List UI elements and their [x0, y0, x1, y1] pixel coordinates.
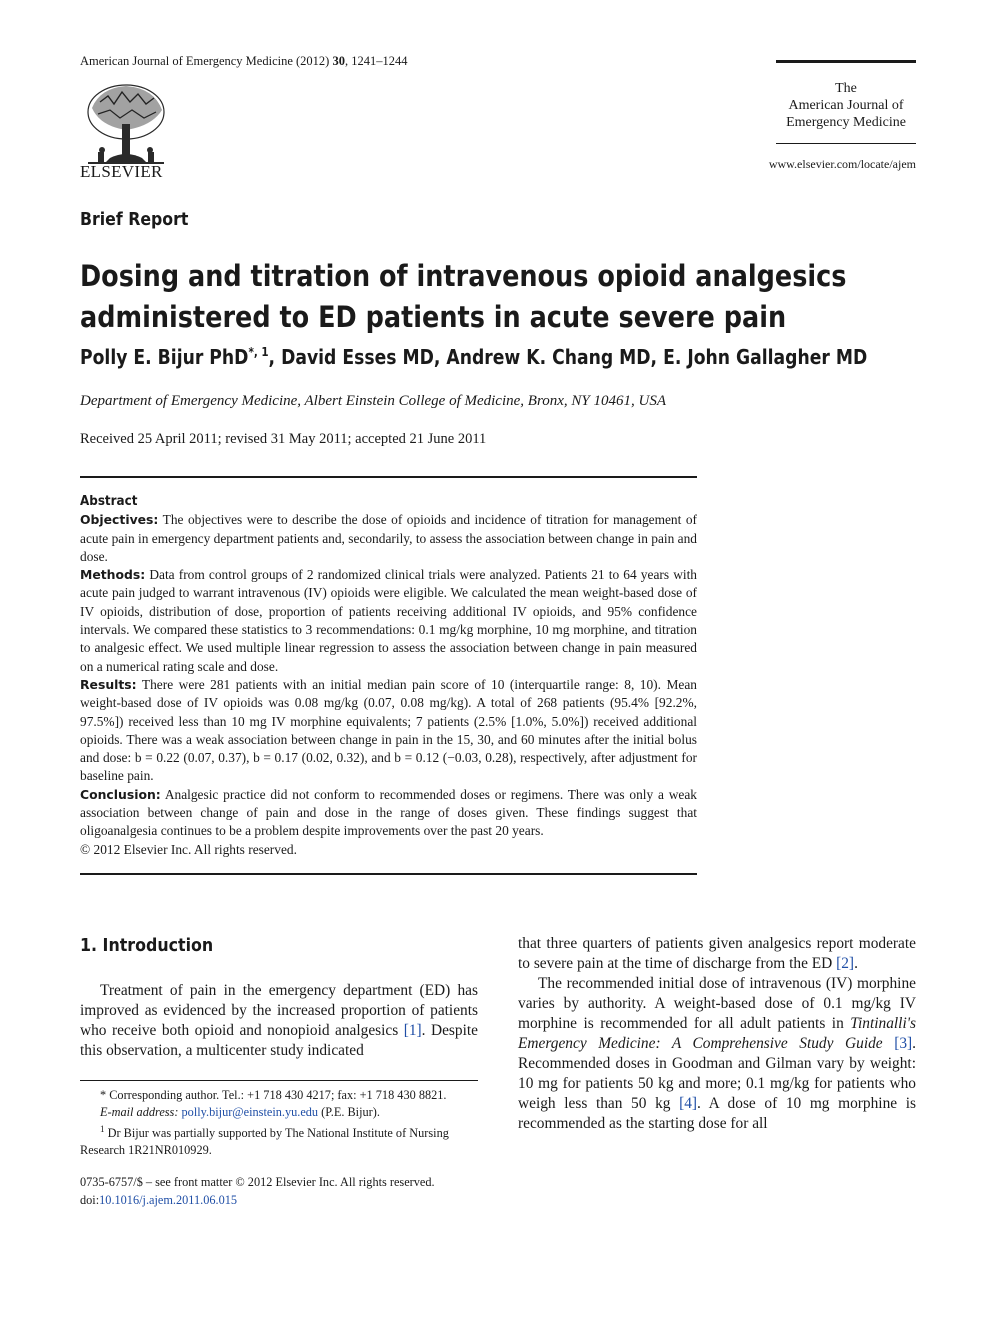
ref-2-link[interactable]: [2]	[836, 955, 855, 972]
ref-3-link[interactable]: [3]	[894, 1035, 913, 1052]
intro-r-p2-text-d: . A dose of 10 mg morphine is recommended as the starting dose for all	[518, 1095, 916, 1132]
author-1: Polly E. Bijur PhD	[80, 345, 249, 369]
article-title	[80, 256, 872, 338]
abstract-objectives	[80, 511, 697, 566]
footnotes	[80, 1087, 478, 1159]
email-note	[80, 1104, 478, 1121]
abstract-heading: Abstract	[80, 494, 138, 509]
abstract	[80, 492, 697, 859]
book-title: Tintinalli's Emergency Medicine: A Comprehensive Study Guide	[518, 1015, 916, 1052]
fn1-text: Dr Bijur was partially supported by The National Institute of Nursing Research 1R21NR010929.	[80, 1126, 449, 1158]
email-suffix: (P.E. Bijur).	[318, 1105, 380, 1119]
corr-mark: *	[100, 1088, 107, 1102]
footnote-rule	[80, 1080, 478, 1081]
objectives-text: The objectives were to describe the dose of opioids and incidence of titration for management of acute pain in emergency department patients and, secondarily, to assess the association between change in pain and dose.	[80, 512, 697, 564]
intro-paragraph-1	[80, 981, 478, 1061]
corr-text: Corresponding author. Tel.: +1 718 430 4217; fax: +1 718 430 8821.	[106, 1088, 447, 1102]
funding-note	[80, 1121, 478, 1159]
conclusion-text: Analgesic practice did not conform to recommended doses or regimens. There was only a weak association between change of pain and dose in the range of doses given. These findings suggest that oligoanalgesia continues to be a problem despite improvements over the past 20 years.	[80, 786, 697, 839]
journal-name-line1: The	[835, 81, 857, 96]
results-text: There were 281 patients with an initial median pain score of 10 (interquartile range: 8, 10). Mean weight-based dose of IV opioids was 0.08 mg/kg (0.07, 0.08 mg/kg). A total of 268 patients (95.4% [92.2%, 97.5%]) received less than 10 mg IV morphine equivalents; 7 patients (2.5% [1.0%, 5.0%]) received additional opioids. There was a weak association between change in pain in the 15, 30, and 60 minutes after the initial bolus and dose: b = 0.22 (0.07, 0.37), b = 0.17 (0.02, 0.32), and b = 0.12 (−0.03, 0.28), respectively, after adjustment for baseline pain.	[80, 676, 697, 784]
ref-1-link[interactable]: [1]	[403, 1022, 422, 1039]
fn1-mark: 1	[100, 1124, 105, 1134]
title-line-1: Dosing and titration of intravenous opioid analgesics	[80, 259, 847, 293]
publisher-name: ELSEVIER	[80, 162, 163, 181]
intro-r-p1-text-a: that three quarters of patients given analgesics report moderate to severe pain at the time of discharge from the ED	[518, 935, 916, 972]
issn-line: 0735-6757/$ – see front matter © 2012 Elsevier Inc. All rights reserved.	[80, 1175, 435, 1189]
citation-pages: , 1241–1244	[344, 54, 408, 68]
ref-4-link[interactable]: [4]	[679, 1095, 698, 1112]
authors-rest: , David Esses MD, Andrew K. Chang MD, E. John Gallagher MD	[268, 345, 868, 369]
journal-top-rule	[776, 60, 916, 63]
intro-right-column	[518, 934, 916, 1134]
intro-heading: 1. Introduction	[80, 935, 214, 956]
affiliation: Department of Emergency Medicine, Albert Einstein College of Medicine, Bronx, NY 10461, USA	[80, 393, 666, 409]
article-dates: Received 25 April 2011; revised 31 May 2011; accepted 21 June 2011	[80, 431, 487, 447]
abstract-conclusion	[80, 786, 697, 841]
journal-name-line2: American Journal of	[788, 98, 904, 113]
author-1-marks[interactable]: *, 1	[248, 345, 269, 359]
intro-r-p2-text-a: The recommended initial dose of intravenous (IV) morphine varies by authority. A weight-based dose of 0.1 mg/kg IV morphine is recommended for all adult patients in	[518, 975, 916, 1032]
abstract-methods	[80, 566, 697, 676]
journal-citation	[80, 54, 407, 69]
journal-bottom-rule	[776, 143, 916, 144]
citation-volume: 30	[332, 54, 345, 68]
abstract-top-rule	[80, 476, 697, 478]
intro-right-paragraph-1	[518, 934, 916, 974]
title-line-2: administered to ED patients in acute severe pain	[80, 300, 787, 334]
abstract-bottom-rule	[80, 873, 697, 875]
doi-label: doi:	[80, 1193, 100, 1207]
intro-p1-text-a: Treatment of pain in the emergency department (ED) has improved as evidenced by the increased proportion of patients who receive both opioid and nonopioid analgesics	[80, 982, 478, 1039]
journal-name	[760, 80, 932, 131]
email-link[interactable]: polly.bijur@einstein.yu.edu	[181, 1105, 319, 1119]
journal-url[interactable]: www.elsevier.com/locate/ajem	[768, 157, 916, 171]
doi-line	[80, 1191, 478, 1209]
intro-p1-text-b: . Despite this observation, a multicenter study indicated	[80, 1022, 478, 1059]
abstract-results	[80, 676, 697, 786]
email-label: E-mail address:	[100, 1105, 179, 1119]
intro-left-column	[80, 981, 478, 1061]
legal-info	[80, 1173, 478, 1209]
journal-name-line3: Emergency Medicine	[786, 115, 906, 130]
methods-text: Data from control groups of 2 randomized clinical trials were analyzed. Patients 21 to 64 years with acute pain judged to warrant intravenous (IV) opioids were eligible. We calculated the mean weight-based dose of IV opioids, distribution of dose, proportion of patients receiving additional IV opioids, and 95% confidence intervals. We compared these statistics to 3 recommendations: 0.1 mg/kg morphine, 10 mg morphine, and titration to analgesic effect. We used multiple linear regression to assess the association between change in pain measured on a numerical rating scale and dose.	[80, 567, 697, 674]
citation-journal: American Journal of Emergency Medicine (2012)	[80, 54, 330, 68]
corresponding-author-note	[80, 1087, 478, 1104]
intro-r-p2-text-c: . Recommended doses in Goodman and Gilman vary by weight: 10 mg for patients 50 kg and more; 0.1 mg/kg for patients who weigh less than 50 kg	[518, 1035, 916, 1112]
doi-link[interactable]: 10.1016/j.ajem.2011.06.015	[99, 1193, 238, 1207]
conclusion-label: Conclusion:	[80, 786, 161, 802]
intro-r-p2-text-b	[883, 1035, 895, 1052]
objectives-label: Objectives:	[80, 512, 159, 528]
author-list	[80, 345, 867, 369]
intro-right-paragraph-2	[518, 974, 916, 1134]
methods-label: Methods:	[80, 567, 146, 583]
intro-r-p1-text-b: .	[854, 955, 858, 972]
section-label: Brief Report	[80, 210, 189, 230]
results-label: Results:	[80, 676, 137, 692]
abstract-copyright: © 2012 Elsevier Inc. All rights reserved.	[80, 841, 297, 857]
